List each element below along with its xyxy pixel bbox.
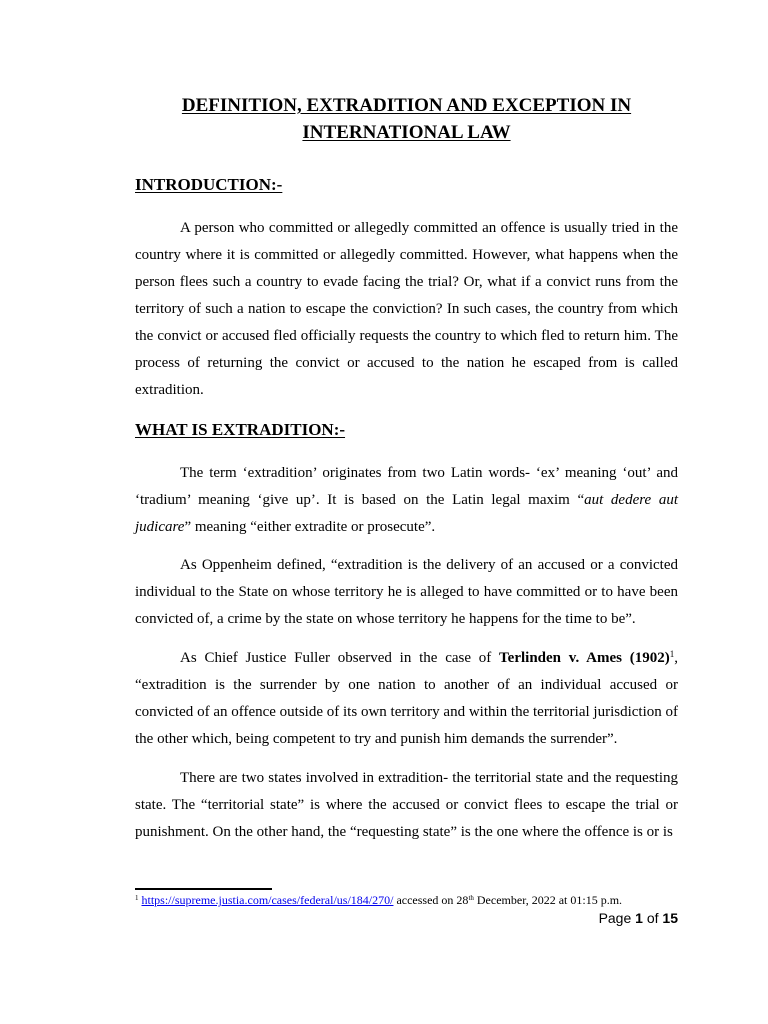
page-total: 15 bbox=[662, 910, 678, 926]
footnote-text-1: accessed on 28 bbox=[393, 893, 469, 907]
footnote-ordinal-suffix: th bbox=[468, 894, 474, 902]
footnote-reference[interactable]: 1 bbox=[669, 649, 675, 659]
case-citation: Terlinden v. Ames (1902) bbox=[499, 650, 670, 666]
title-line-2: INTERNATIONAL LAW bbox=[302, 122, 511, 143]
page-current: 1 bbox=[635, 910, 643, 926]
page-counter bbox=[599, 910, 678, 926]
section-heading-what-is-extradition: WHAT IS EXTRADITION:- bbox=[135, 420, 346, 439]
title-line-1: DEFINITION, EXTRADITION AND EXCEPTION IN bbox=[181, 95, 632, 116]
latin-maxim: aut dedere aut judicare bbox=[135, 492, 678, 535]
footnote-separator bbox=[135, 888, 272, 890]
paragraph-fuller bbox=[135, 645, 678, 753]
footnote-marker: 1 bbox=[135, 894, 139, 902]
footnote bbox=[135, 893, 622, 908]
page-counter-prefix: Page bbox=[598, 910, 636, 926]
footnote-text-2: December, 2022 at 01:15 p.m. bbox=[473, 893, 623, 907]
section-heading-introduction: INTRODUCTION:- bbox=[135, 175, 283, 194]
footnote-link[interactable]: https://supreme.justia.com/cases/federal/us/184/270/ bbox=[141, 893, 394, 907]
paragraph-etymology-text-1: The term ‘extradition’ originates from two Latin words- ‘ex’ meaning ‘out’ and ‘tradium’ meaning ‘give up’. It is based on the Latin legal maxim “ bbox=[135, 465, 678, 508]
paragraph-fuller-text-2: , “extradition is the surrender by one nation to another of an individual accused or convicted of an offence outside of its own territory and within the territorial jurisdiction of the other which, being competent to try and punish him demands the surrender”. bbox=[135, 650, 678, 747]
page-counter-of: of bbox=[642, 910, 663, 926]
document-title bbox=[135, 92, 678, 146]
paragraph-oppenheim: As Oppenheim defined, “extradition is the delivery of an accused or a convicted individual to the State on whose territory he is alleged to have committed or to have been convicted of, a crime by the state on whose territory he happens for the time to be”. bbox=[135, 557, 678, 627]
paragraph-fuller-text-1: As Chief Justice Fuller observed in the case of bbox=[180, 650, 500, 666]
paragraph-introduction: A person who committed or allegedly committed an offence is usually tried in the country where it is committed or allegedly committed. However, what happens when the person flees such a country to evade facing the trial? Or, what if a convict runs from the territory of such a nation to escape the conviction? In such cases, the country from which the convict or accused fled officially requests the country to which fled to return him. The process of returning the convict or accused to the nation he escaped from is called extradition. bbox=[135, 220, 678, 398]
paragraph-etymology bbox=[135, 460, 678, 541]
paragraph-etymology-text-2: ” meaning “either extradite or prosecute”. bbox=[184, 519, 436, 535]
paragraph-states: There are two states involved in extradition- the territorial state and the requesting state. The “territorial state” is where the accused or convict flees to escape the trial or punishment. On the other hand, the “requesting state” is the one where the offence is or is bbox=[135, 770, 678, 840]
